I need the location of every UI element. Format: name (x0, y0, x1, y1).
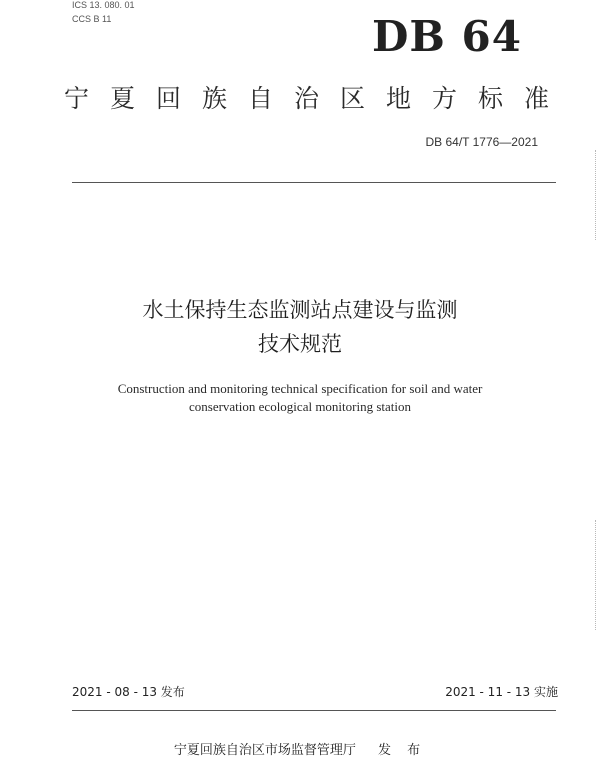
bottom-divider (72, 710, 556, 711)
standard-number: DB 64/T 1776—2021 (425, 135, 538, 149)
document-title-en-line1: Construction and monitoring technical specification for soil and water (117, 381, 483, 396)
issue-date: 2021 - 08 - 13 发布 (72, 685, 185, 699)
top-divider (72, 182, 556, 183)
issuer-line (0, 742, 600, 760)
ics-code: ICS 13. 080. 01 (72, 0, 135, 10)
document-title-cn-line1: 水土保持生态监测站点建设与监测 (142, 298, 458, 322)
implementation-date: 2021 - 11 - 13 实施 (445, 685, 558, 699)
db-logo: DB 64 (372, 12, 522, 61)
document-title-en-line2: conservation ecological monitoring station (188, 399, 412, 414)
document-title-cn-line2: 技术规范 (258, 332, 342, 356)
ccs-code: CCS B 11 (72, 14, 112, 24)
issuer-name: 宁夏回族自治区市场监督管理厅 (173, 743, 356, 758)
standard-category-title: 宁夏回族自治区地方标准 (64, 84, 571, 113)
scan-edge-mark (595, 150, 600, 240)
scan-edge-mark (595, 520, 600, 630)
issuer-action: 发 布 (377, 743, 427, 758)
